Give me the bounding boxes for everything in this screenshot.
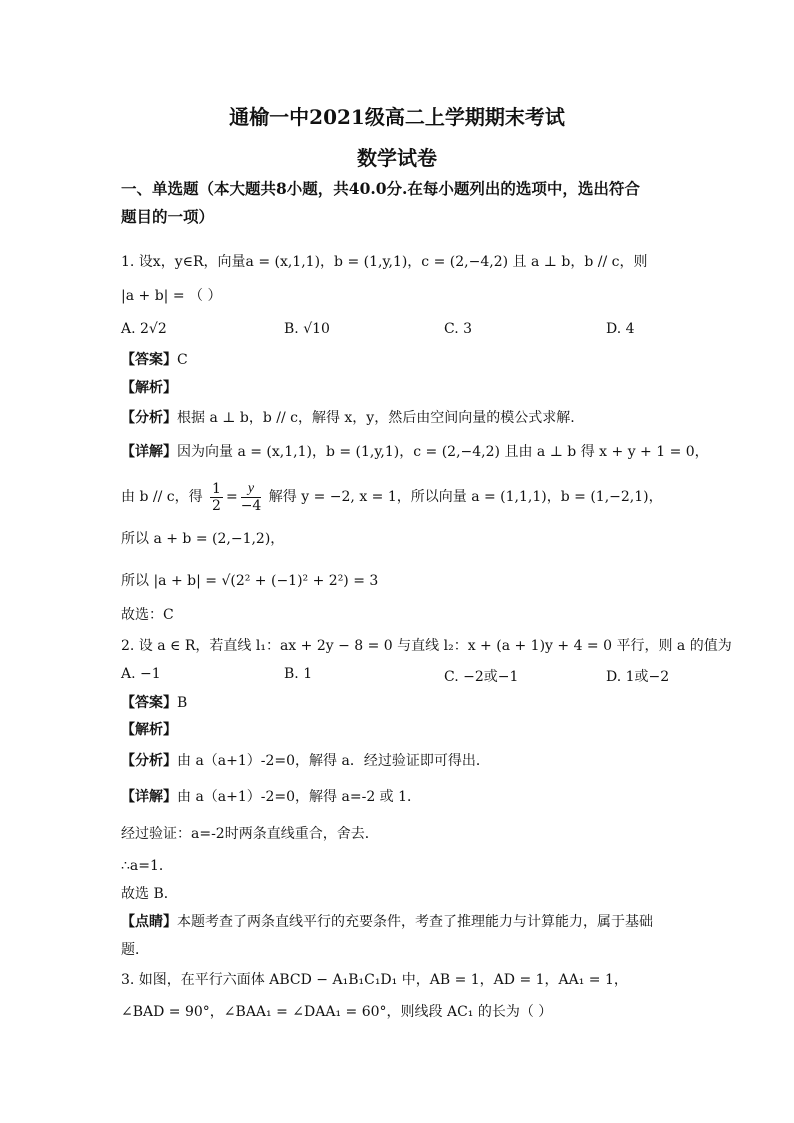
q1-xiangjie-line4: 所以 |a + b| = √(2² + (−1)² + 2²) = 3	[121, 573, 379, 589]
q1-xiangjie-line2: 由 b // c，得 $\frac{1}{2}$ = $\frac{y}{-4}$ 解得 y = −2, x = 1，所以向量 a = (1,1,1)，b = (1,−2,1)，	[121, 480, 663, 514]
q2-dianjing-line1	[121, 912, 653, 932]
q1-option-a: A. 2√2	[121, 321, 167, 337]
q2-answer-label: 【答案】	[121, 695, 177, 711]
q1-xiangjie2-pre: 由 b // c，得	[121, 489, 203, 505]
q2-xiangjie-line	[121, 787, 421, 807]
q1-fenxi-label: 【分析】	[121, 410, 177, 426]
q2-xiangjie-label: 【详解】	[121, 789, 177, 805]
q1-fenxi-text: 根据 a ⊥ b，b // c，解得 x，y，然后由空间向量的模公式求解.	[177, 410, 575, 426]
q2-fenxi-line	[121, 751, 490, 771]
q1-option-b: B. √10	[284, 321, 330, 337]
q2-fenxi-text: 由 a（a+1）-2=0，解得 a．经过验证即可得出．	[177, 753, 490, 769]
q3-stem-line1: 3. 如图，在平行六面体 ABCD − A₁B₁C₁D₁ 中，AB = 1，AD = 1，AA₁ = 1，	[121, 972, 628, 988]
q1-stem-line1: 1. 设x，y∈R，向量a = (x,1,1)，b = (1,y,1)，c = (2,−4,2) 且 a ⊥ b，b // c，则	[121, 254, 648, 270]
q2-therefore: ∴a=1．	[121, 858, 173, 874]
q1-xiangjie-line1	[121, 442, 709, 462]
q1-fraction-left	[210, 481, 223, 514]
q2-conclusion: 故选 B．	[121, 886, 178, 902]
q2-answer-value: B	[177, 695, 188, 711]
q1-xiangjie-text1: 因为向量 a = (x,1,1)，b = (1,y,1)，c = (2,−4,2) 且由 a ⊥ b 得 x + y + 1 = 0，	[177, 444, 709, 460]
q1-answer-label: 【答案】	[121, 352, 177, 368]
q1-option-c: C. 3	[444, 321, 473, 337]
q2-dianjing-label: 【点睛】	[121, 914, 177, 930]
q1-analysis-title: 【解析】	[121, 380, 177, 396]
exam-subtitle: 数学试卷	[357, 146, 437, 170]
q1-xiangjie-label: 【详解】	[121, 444, 177, 460]
q1-answer-line	[121, 350, 188, 370]
q1-fenxi-line	[121, 408, 575, 428]
q2-stem: 2. 设 a ∈ R，若直线 l₁：ax + 2y − 8 = 0 与直线 l₂：x + (a + 1)y + 4 = 0 平行，则 a 的值为	[121, 638, 732, 654]
q2-option-d: D. 1或−2	[606, 669, 670, 685]
q3-stem-line2: ∠BAD = 90°，∠BAA₁ = ∠DAA₁ = 60°，则线段 AC₁ 的长为（ ）	[121, 1004, 553, 1020]
q1-stem-line2: |a + b| = （ ）	[121, 288, 222, 304]
q1-xiangjie-line3: 所以 a + b = (2,−1,2)，	[121, 531, 285, 547]
q1-xiangjie2-post: 解得 y = −2, x = 1，所以向量 a = (1,1,1)，b = (1,−2,1)，	[268, 489, 663, 505]
q2-dianjing-line2: 题．	[121, 942, 149, 958]
q2-option-a: A. −1	[121, 666, 161, 682]
q1-frac-num: 1	[212, 480, 221, 497]
q2-verify: 经过验证：a=-2时两条直线重合，舍去．	[121, 826, 379, 842]
q2-option-b: B. 1	[284, 666, 313, 682]
section-heading-line2: 题目的一项）	[121, 207, 215, 226]
q1-frac2-num: y	[241, 481, 262, 498]
q2-option-c: C. −2或−1	[444, 669, 519, 685]
q2-xiangjie-text: 由 a（a+1）-2=0，解得 a=-2 或 1．	[177, 789, 422, 805]
q1-frac2-den: −4	[240, 497, 262, 514]
q1-frac-den: 2	[212, 497, 221, 514]
q1-conclusion: 故选：C	[121, 607, 174, 623]
q1-fraction-right	[241, 481, 262, 514]
section-heading-line1: 一、单选题（本大题共8小题，共40.0分.在每小题列出的选项中，选出符合	[121, 179, 640, 198]
exam-title: 通榆一中2021级高二上学期期末考试	[229, 105, 565, 129]
q2-analysis-title: 【解析】	[121, 722, 177, 738]
q1-option-d: D. 4	[606, 321, 635, 337]
q2-answer-line	[121, 693, 187, 713]
q2-fenxi-label: 【分析】	[121, 753, 177, 769]
q1-answer-value: C	[177, 352, 188, 368]
q2-dianjing-text1: 本题考查了两条直线平行的充要条件，考查了推理能力与计算能力，属于基础	[177, 914, 653, 930]
